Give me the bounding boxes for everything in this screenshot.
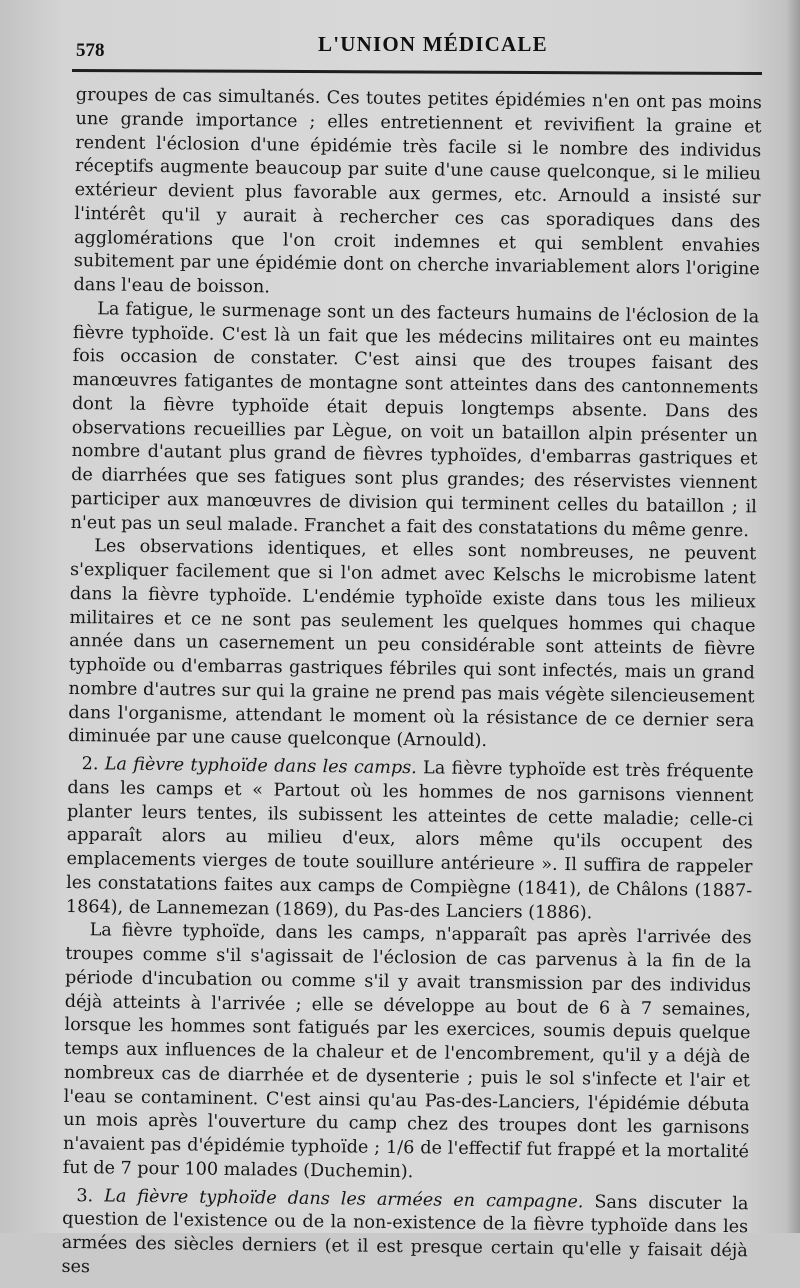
section-2-heading: La fièvre typhoïde dans les camps. (104, 754, 417, 779)
section-2-paragraph (66, 753, 754, 928)
paragraph-camps: La fièvre typhoïde, dans les camps, n'apparaît pas après l'arrivée des troupes comme s'il s'agissait de l'éclosion de cas parvenus à la fin de la période d'incubation ou comme s'il y avait transmission par des individus déjà atteints à l'arrivée ; elle se développe au bout de 6 à 7 semaines, lorsque les hommes sont fatigués par les exercices, soumis depuis quelque temps aux influences de la chaleur et de l'encombrement, qu'il y a déjà de nombreux cas de diarrhée et de dysenterie ; puis le sol s'infecte et l'air et l'eau se contaminent. C'est ainsi qu'au Pas-des-Lanciers, l'épidémie débuta un mois après l'ouverture du camp chez des troupes dont les garnisons n'avaient pas d'épidémie typhoïde ; 1/6 de l'effectif fut frappé et la mortalité fut de 7 pour 100 malades (Duchemin). (62, 920, 752, 1182)
page-number: 578 (76, 40, 105, 61)
body-text (61, 84, 762, 1288)
section-3-text: Sans discuter la question de l'existence ou de la non-existence de la fièvre typhoïde dans les armées des siècles derniers (et il est presque certain qu'elle y faisait déjà ses (61, 1191, 749, 1278)
header-rule (72, 69, 762, 75)
section-3-heading: La fièvre typhoïde dans les armées en campagne. (104, 1185, 584, 1212)
page-header (0, 0, 800, 80)
section-3-number: 3. (76, 1185, 94, 1206)
paragraph-fatigue: La fatigue, le surmenage sont un des facteurs humains de l'éclosion de la fièvre typhoïde. C'est là un fait que les médecins militaires ont eu maintes fois occasion de constater. C'est ainsi que des troupes faisant des manœuvres fatigantes de montagne sont atteintes dans des cantonnements dont la fièvre typhoïde était depuis longtemps absente. Dans des observations recueillies par Lègue, on voit un bataillon alpin présenter un nombre d'autant plus grand de fièvres typhoïdes, d'embarras gastriques et de diarrhées que ses fatigues sont plus grandes; des réservistes viennent participer aux manœuvres de division qui terminent celles du bataillon ; il n'eut pas un seul malade. Franchet a fait des constatations du même genre. (70, 299, 760, 541)
section-3-paragraph (61, 1184, 748, 1287)
section-2-text: La fièvre typhoïde est très fréquente dans les camps et « Partout où les hommes de nos garnisons viennent planter leurs tentes, ils subissent les atteintes de cette maladie; celle-ci apparaît alors au milieu d'eux, alors même qu'ils occupent des emplacements vierges de toute souillure antérieure ». Il suffira de rappeler les constatations faites aux camps de Compiègne (1841), de Châlons (1887-1864), de Lannemezan (1869), du Pas-des Lanciers (1886). (65, 758, 754, 923)
paragraph-1: groupes de cas simultanés. Ces toutes petites épidémies n'en ont pas moins une grande importance ; elles entretiennent et revivifient la graine et rendent l'éclosion d'une épidémie très facile si le nombre des individus réceptifs augmente beaucoup par suite d'une cause quelconque, si le milieu extérieur devient plus favorable aux germes, etc. Arnould a insisté sur l'intérêt qu'il y aurait à rechercher ces cas sporadiques dans des agglomérations que l'on croit indemnes et qui semblent envahies subitement par une épidémie dont on cherche invariablement alors l'origine dans l'eau de boisson. (73, 84, 762, 298)
page-edge-shadow (786, 0, 800, 1233)
journal-title: L'UNION MÉDICALE (318, 32, 548, 56)
paragraph-observations: Les observations identiques, et elles sont nombreuses, ne peuvent s'expliquer facilement que si l'on admet avec Kelschs le microbisme latent dans la fièvre typhoïde. L'endémie typhoïde existe dans tous les milieux militaires et ce ne sont pas seulement les quelques hommes qui chaque année dans un casernement un peu considérable sont atteints de fièvre typhoïde ou d'embarras gastriques fébriles qui sont infectés, mais un grand nombre d'autres sur qui la graine ne prend pas mais végète silencieusement dans l'organisme, attendant le moment où la résistance de ce dernier sera diminuée par une cause quelconque (Arnould). (67, 536, 757, 752)
section-2-number: 2. (81, 754, 99, 775)
